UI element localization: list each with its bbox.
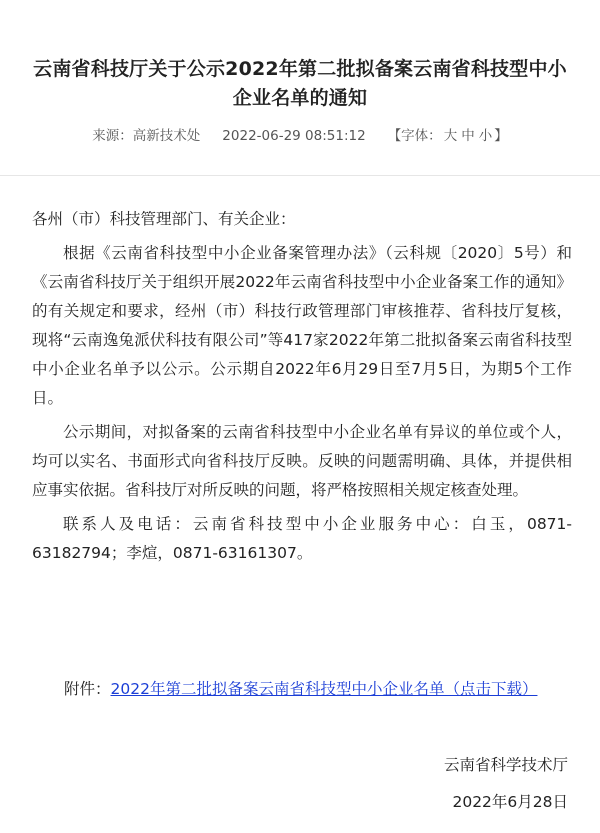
attachment-download-link[interactable]: 2022年第二批拟备案云南省科技型中小企业名单（点击下载）	[110, 680, 538, 698]
signature-org: 云南省科学技术厅	[443, 756, 568, 774]
article-meta	[0, 124, 600, 144]
title-line-1: 云南省科技厅关于公示2022年第二批拟备案云南省科技型中小	[33, 58, 567, 80]
font-size-medium-button[interactable]: 中	[461, 128, 475, 144]
paragraph-1: 根据《云南省科技型中小企业备案管理办法》（云科规〔2020〕5号）和《云南省科技厅关于组织开展2022年云南省科技型中小企业备案工作的通知》的有关规定和要求，经州（市）科技行政管理部门审核推荐、省科技厅复核，现将“云南逸兔派伏科技有限公司”等417家2022年第二批拟备案云南省科技型中小企业名单予以公示。公示期自2022年6月29日至7月5日，为期5个工作日。	[32, 244, 572, 407]
publish-datetime: 2022-06-29 08:51:12	[222, 128, 366, 144]
paragraph-2: 公示期间，对拟备案的云南省科技型中小企业名单有异议的单位或个人，均可以实名、书面形式向省科技厅反映。反映的问题需明确、具体，并提供相应事实依据。省科技厅对所反映的问题，将严格按照相关规定核查处理。	[32, 423, 572, 499]
paragraph-3: 联系人及电话：云南省科技型中小企业服务中心：白玉，0871-63182794；李煊，0871-63161307。	[32, 515, 572, 562]
header-divider	[0, 175, 600, 176]
font-size-prefix: 【字体：	[387, 128, 442, 144]
attachment-label: 附件：	[64, 680, 111, 698]
salutation: 各州（市）科技管理部门、有关企业：	[32, 210, 296, 228]
attachment	[64, 678, 537, 700]
source-label: 来源：高新技术处	[92, 128, 201, 144]
title-line-2: 企业名单的通知	[232, 87, 368, 109]
font-size-small-button[interactable]: 小	[478, 128, 493, 144]
font-size-control	[388, 124, 508, 144]
page-title	[30, 55, 570, 113]
signature-date: 2022年6月28日	[452, 793, 568, 811]
font-size-large-button[interactable]: 大	[443, 128, 458, 144]
font-size-suffix: 】	[494, 128, 508, 144]
article-body	[32, 205, 572, 573]
